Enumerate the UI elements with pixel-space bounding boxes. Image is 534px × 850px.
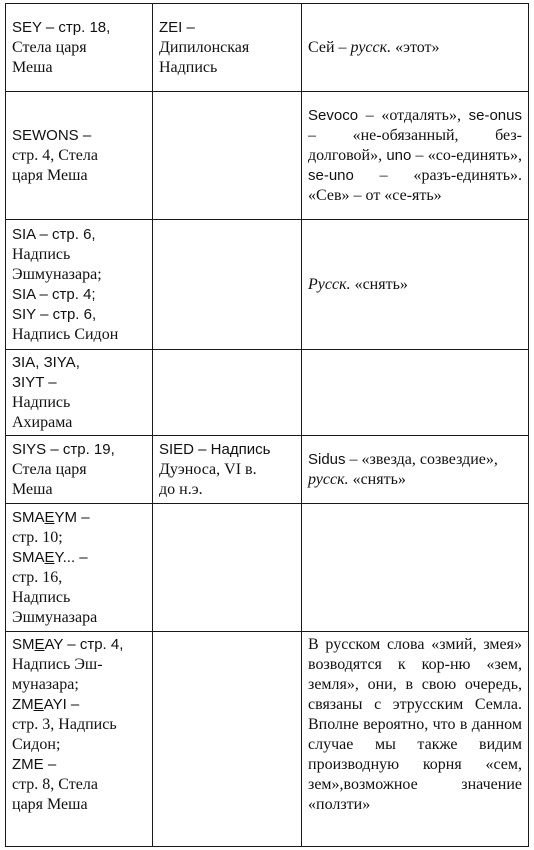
cell-line: SIED – Надпись [159,440,271,458]
cell-text: – «со-единять», [411,146,523,164]
inscription-cell [6,436,153,504]
underlined-letter: E [44,548,55,566]
latin-word: se-onus [468,106,522,124]
cell-line: Надпись [12,245,71,263]
table-row [6,504,529,632]
cell-line: Эшмуназара; [12,265,102,283]
cell-line: Меша [12,480,53,498]
cell-line: Надпись [12,393,71,411]
text-segment: SM [12,636,35,653]
underlined-letter: E [34,636,45,653]
latin-word: Sidus [308,450,346,468]
cell-line: Надпись Эш- [12,656,103,673]
cell-line: Стела царя [12,460,87,478]
cell-line: ЗIA, ЗIYA, [12,353,80,371]
cell-line: Стела царя [12,38,87,56]
inscription-cell [6,4,153,92]
cell-text: «этот» [391,38,440,56]
cell-line: SEWONS – [12,126,92,144]
cell-line: Надпись [159,58,218,76]
abbrev-italic: Русск. [308,275,351,293]
text-segment: AY – стр. 4, [44,636,124,653]
inscription-cell [6,92,153,220]
cell-line [12,696,79,713]
text-segment: SMA [12,508,45,526]
table-row [6,436,529,504]
cell-line: Меша [12,58,53,76]
latin-word: uno [386,146,412,164]
cell-line: царя Меша [12,796,88,813]
inscription-cell [6,350,153,436]
parallel-cell [153,504,302,632]
cell-line: царя Меша [12,166,88,184]
table-row [6,632,529,847]
meaning-cell [302,436,529,504]
cell-line: Надпись [12,588,71,606]
underlined-letter: E [44,508,55,526]
cell-line: SIA – стр. 4; [12,285,96,303]
underlined-letter: E [33,696,44,713]
parallel-cell [153,92,302,220]
text-segment: AYI – [43,696,80,713]
cell-line: стр. 3, Надпись [12,716,117,733]
cell-text: Сей – [308,38,351,56]
cell-line: Сидон; [12,736,61,753]
inscription-cell [6,504,153,632]
cell-line: муназара; [12,676,79,693]
cell-line: SIYS – стр. 19, [12,440,115,458]
table-row [6,350,529,436]
inscription-cell [6,220,153,350]
cell-line: SIY – стр. 6, [12,305,97,323]
cell-text: «снять» [350,275,408,293]
cell-text: – «не-обязанный, без-долговой», [308,126,522,164]
cell-line: Эшмуназара [12,608,98,626]
cell-line: стр. 8, Стела [12,776,98,793]
cell-line: Надпись Сидон [12,325,119,343]
cell-text: – «разъ-единять». «Сев» – от «се-ять» [308,166,522,204]
cell-line [12,636,123,653]
etymology-table [5,3,529,847]
latin-word: se-uno [308,166,354,184]
cell-line [12,549,88,566]
cell-text: «снять» [348,470,406,488]
cell-line: Ахирама [12,413,73,431]
parallel-cell [153,4,302,92]
table-row [6,220,529,350]
text-segment: SMA [12,548,45,566]
meaning-cell [302,504,529,632]
cell-line: ZEI – [159,18,195,36]
cell-line: до н.э. [159,480,203,498]
latin-word: Sevoco [308,106,359,124]
meaning-cell [302,220,529,350]
table-row [6,4,529,92]
cell-line: SEY – стр. 18, [12,18,111,36]
cell-line: ЗIYT – [12,373,57,391]
cell-text: – «отдалять», [358,106,469,124]
cell-line [12,509,90,526]
cell-line: стр. 4, Стела [12,146,98,164]
parallel-cell [153,220,302,350]
cell-line: стр. 16, [12,568,63,586]
abbrev-italic: русск. [350,38,392,56]
cell-text: В русском слова «змий, змея» возводятся к кор-ню «зем, земля», они, в свою очередь, связаны с этрусским Семла. Вполне вероятно, что в данном случае мы также видим производную корня «сем, зем»,возможное значение «ползти» [308,636,522,813]
text-segment: ZM [12,696,34,713]
cell-line: Дуэноса, VI в. [159,460,257,478]
inscription-cell [6,632,153,847]
table-row [6,92,529,220]
parallel-cell [153,632,302,847]
meaning-cell [302,92,529,220]
parallel-cell [153,350,302,436]
cell-line: Дипилонская [159,38,250,56]
meaning-cell [302,350,529,436]
text-segment: YM – [54,508,90,526]
cell-line: ZME – [12,756,57,773]
abbrev-italic: русск. [308,470,349,488]
cell-text: – «звезда, созвездие», [345,450,498,468]
meaning-cell [302,4,529,92]
meaning-cell [302,632,529,847]
text-segment: Y... – [54,548,88,566]
parallel-cell [153,436,302,504]
cell-line: стр. 10; [12,528,63,546]
cell-line: SIA – стр. 6, [12,225,96,243]
